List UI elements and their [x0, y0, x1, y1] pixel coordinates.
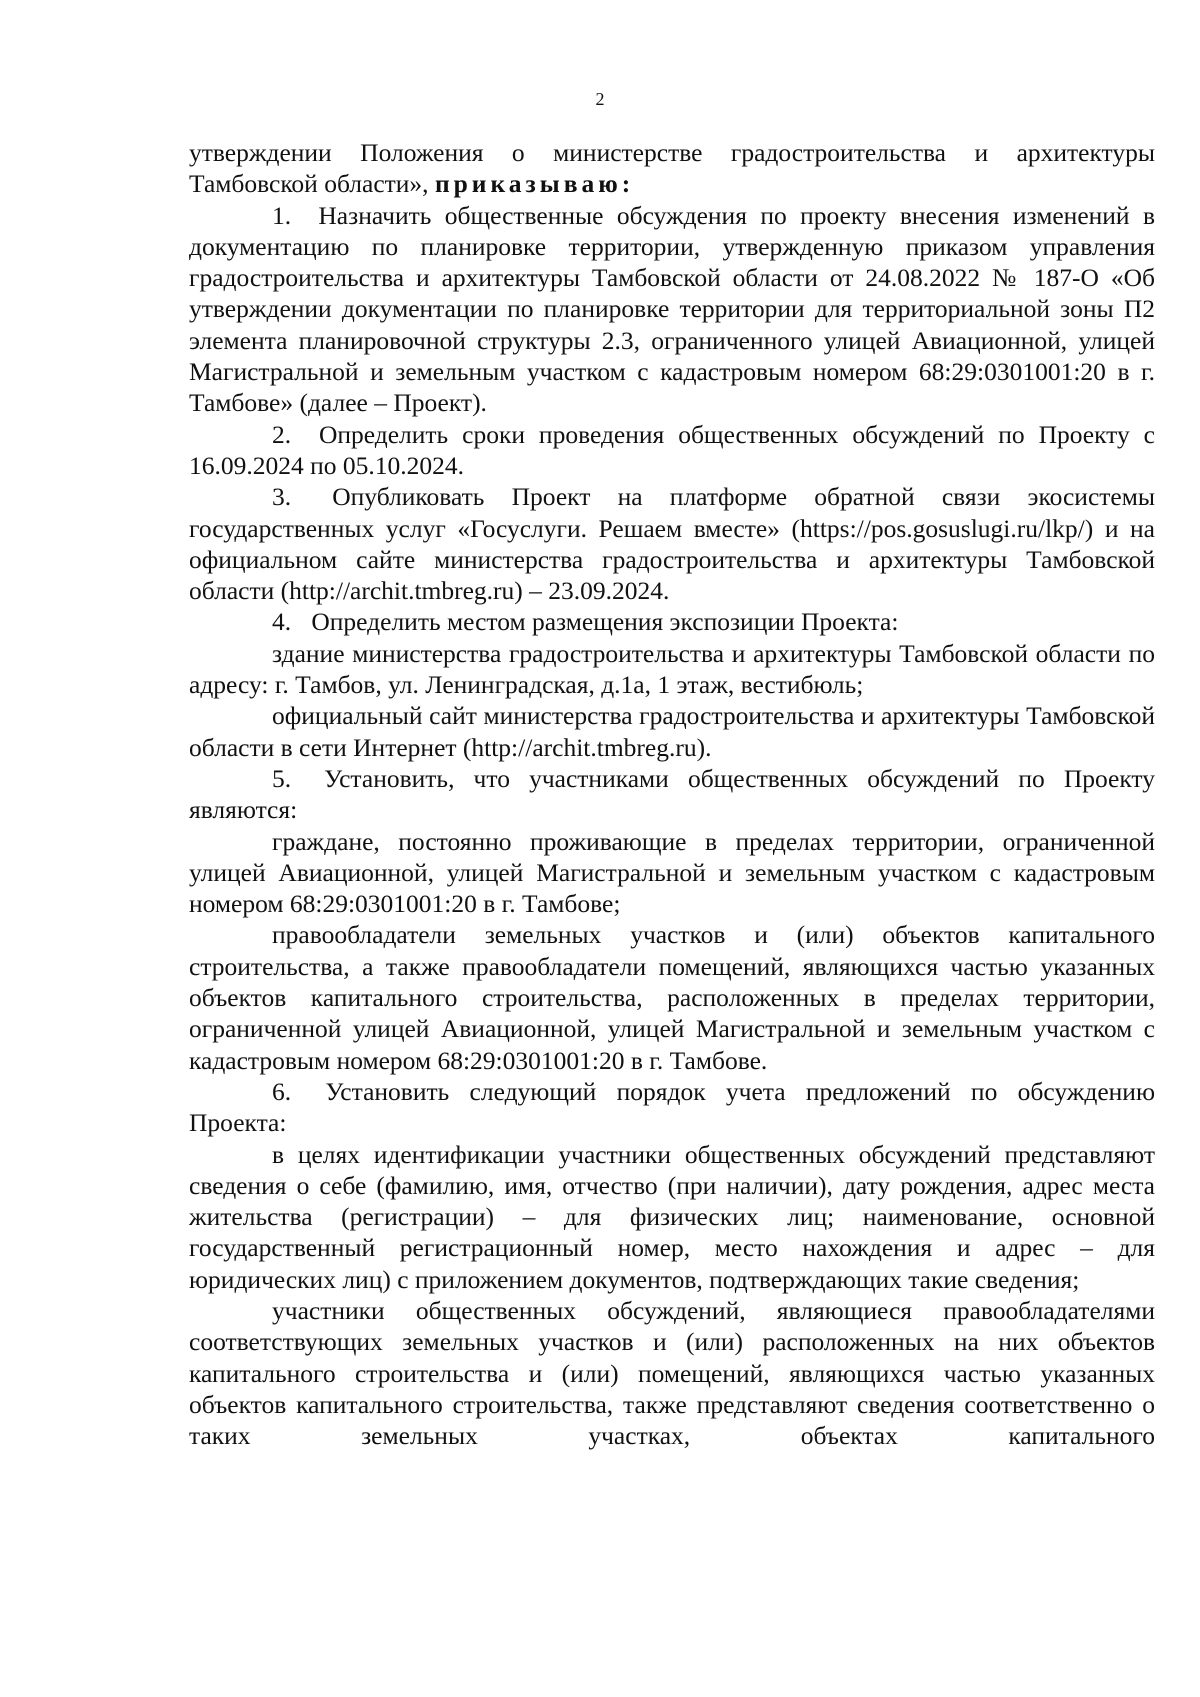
item-5-subitem-1: граждане, постоянно проживающие в пределах территории, ограниченной улицей Авиационной, улицей Магистральной и земельным участком с кадастровым номером 68:29:0301001:20 в г. Тамбове; — [189, 826, 1155, 919]
item-5-number: 5. — [272, 763, 292, 793]
page-number: 2 — [595, 89, 605, 109]
item-5-text: Установить, что участниками общественных обсуждений по Проекту являются: — [189, 763, 1155, 825]
item-2-text: Определить сроки проведения общественных обсуждений по Проекту с 16.09.2024 по 05.10.2024. — [189, 419, 1156, 480]
item-6-text: Установить следующий порядок учета предложений по обсуждению Проекта: — [189, 1076, 1155, 1138]
item-2-number: 2. — [272, 419, 292, 449]
intro-text: утверждении Положения о министерстве градостроительства и архитектуры Тамбовской области», — [189, 138, 1155, 199]
item-3-text: Опубликовать Проект на платформе обратной связи экосистемы государственных услуг «Госуслуги. Решаем вместе» (https://pos.gosuslugi.ru/lkp/) и на официальном сайте министерства градостроительства и архитектуры Тамбовской области (http://archit.tmbreg.ru) – 23.09.2024. — [189, 482, 1155, 606]
item-1-text: Назначить общественные обсуждения по проекту внесения изменений в документацию по планировке территории, утвержденную приказом управления градостроительства и архитектуры Тамбовской области от 24.08.2022 № 187-О «Об утверждении документации по планировке территории для территориальной зоны П2 элемента планировочной структуры 2.3, ограниченного улицей Авиационной, улицей Магистральной и земельным участком с кадастровым номером 68:29:0301001:20 в г. Тамбове» (далее – Проект). — [189, 200, 1155, 418]
order-keyword: приказываю: — [434, 169, 635, 199]
item-1-number: 1. — [272, 200, 292, 230]
item-6-number: 6. — [272, 1076, 292, 1106]
item-4-text: Определить местом размещения экспозиции Проекта: — [311, 607, 899, 637]
item-3-number: 3. — [272, 482, 292, 512]
item-4-number: 4. — [272, 607, 292, 637]
item-4-subitem-2: официальный сайт министерства градостроительства и архитектуры Тамбовской области в сети Интернет (http://archit.tmbreg.ru). — [189, 701, 1155, 762]
item-6-subitem-1: в целях идентификации участники общественных обсуждений представляют сведения о себе (фамилию, имя, отчество (при наличии), дату рождения, адрес места жительства (регистрации) – для физических лиц; наименование, основной государственный регистрационный номер, место нахождения и адрес – для юридических лиц) с приложением документов, подтверждающих такие сведения; — [189, 1139, 1155, 1294]
item-1 — [189, 200, 1155, 419]
intro-paragraph — [189, 137, 1155, 200]
item-2 — [189, 419, 1155, 482]
document-body — [189, 137, 1155, 1451]
item-4-subitem-1: здание министерства градостроительства и архитектуры Тамбовской области по адресу: г. Тамбов, ул. Ленинградская, д.1а, 1 этаж, вестибюль; — [189, 638, 1155, 700]
item-5-subitem-2: правообладатели земельных участков и (или) объектов капитального строительства, а также правообладатели помещений, являющихся частью указанных объектов капитального строительства, расположенных в пределах территории, ограниченной улицей Авиационной, улицей Магистральной и земельным участком с кадастровым номером 68:29:0301001:20 в г. Тамбове. — [189, 920, 1155, 1075]
item-4 — [189, 606, 1155, 637]
item-6-subitem-2: участники общественных обсуждений, являющиеся правообладателями соответствующих земельных участков и (или) расположенных на них объектов капитального строительства и (или) помещений, являющихся частью указанных объектов капитального строительства, также представляют сведения соответственно о таких земельных участках, объектах капитального — [189, 1295, 1155, 1451]
item-5 — [189, 763, 1155, 826]
item-3 — [189, 481, 1155, 606]
item-6 — [189, 1076, 1155, 1139]
